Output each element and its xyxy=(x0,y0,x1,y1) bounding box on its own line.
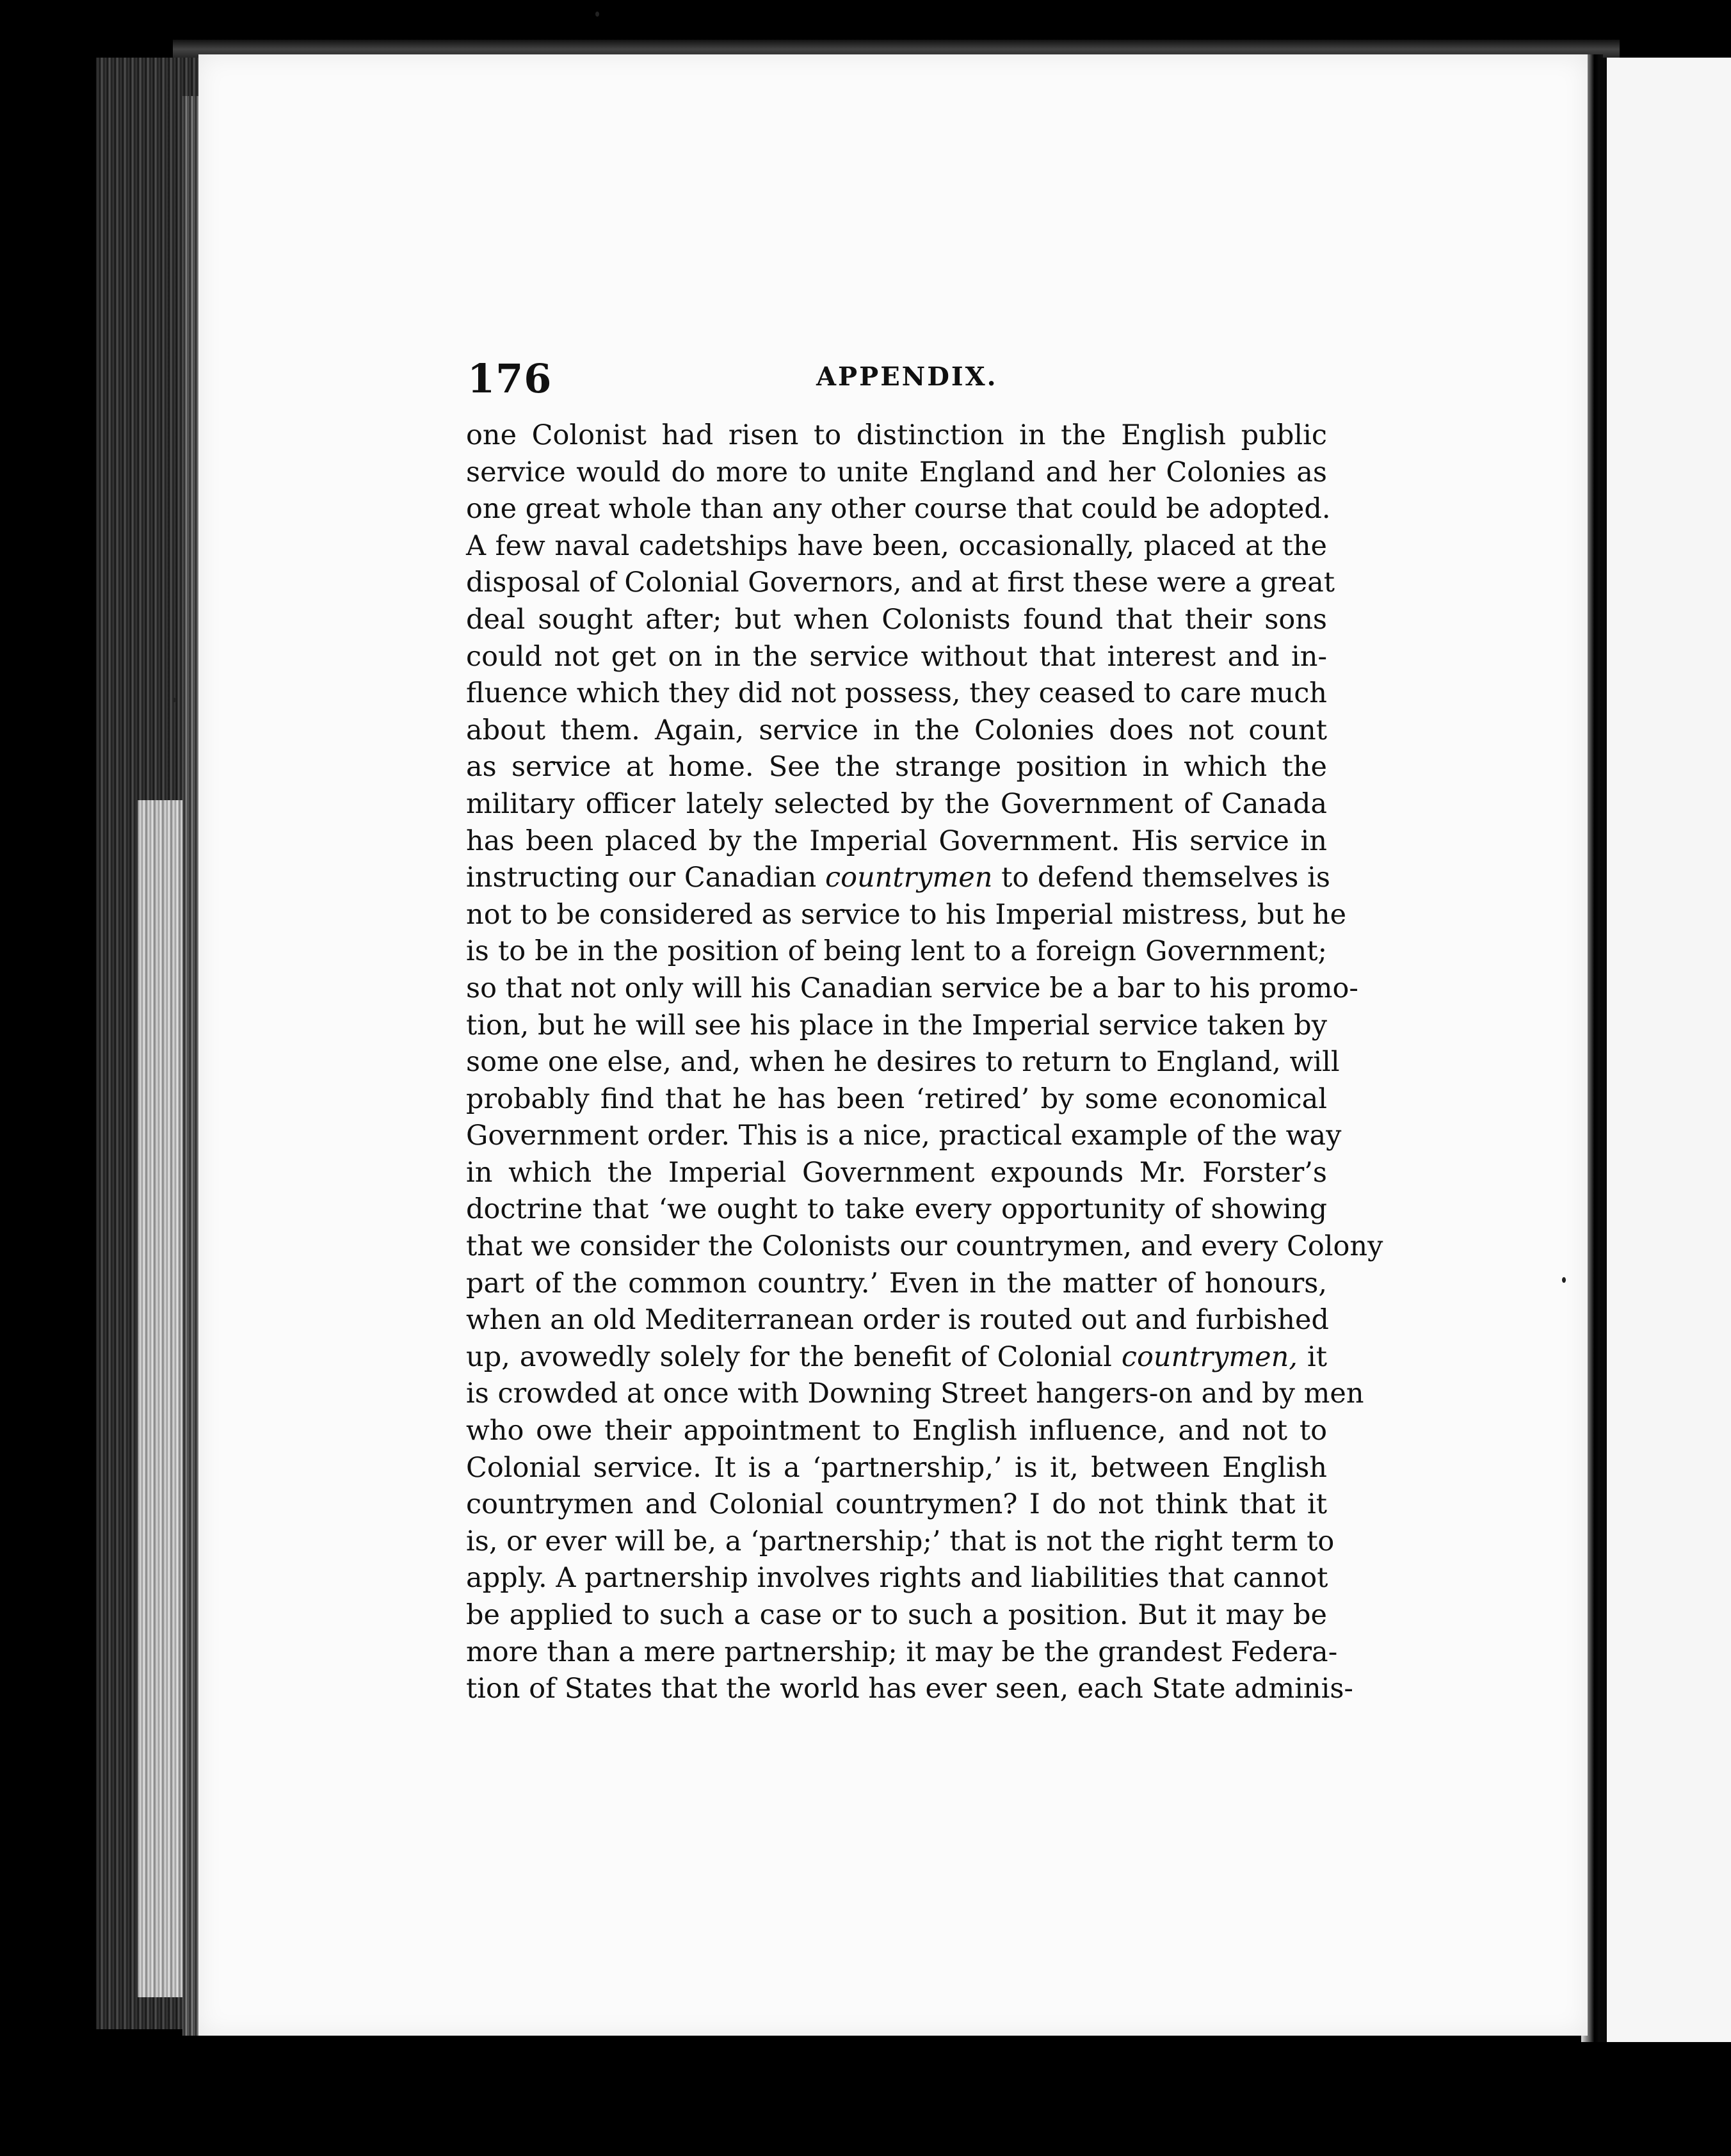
text-line: when an old Mediterranean order is routed out and furbished xyxy=(466,1304,1329,1337)
text-line: more than a mere partnership; it may be the grandest Federa- xyxy=(466,1636,1338,1668)
scan-speck xyxy=(1562,1277,1566,1283)
body-text xyxy=(466,417,1383,1708)
text-line: Colonial service. It is a ‘partnership,’ is it, between English xyxy=(466,1451,1327,1484)
page-header xyxy=(467,349,1332,406)
text-line: who owe their appointment to English influence, and not to xyxy=(466,1415,1327,1447)
text-line: is to be in the position of being lent to a foreign Government; xyxy=(466,935,1327,968)
scan-speck xyxy=(595,12,599,17)
text-line: A few naval cadetships have been, occasionally, placed at the xyxy=(466,529,1327,562)
text-line: Government order. This is a nice, practical example of the way xyxy=(466,1120,1342,1152)
text-line: that we consider the Colonists our countrymen, and every Colony xyxy=(466,1230,1383,1263)
text-line: one Colonist had risen to distinction in the English public xyxy=(466,419,1327,451)
text-line: doctrine that ‘we ought to take every opportunity of showing xyxy=(466,1193,1327,1226)
text-line: is crowded at once with Downing Street hangers-on and by men xyxy=(466,1378,1364,1410)
text-line: instructing our Canadian countrymen to defend themselves is xyxy=(466,862,1330,894)
text-line: about them. Again, service in the Colonies does not count xyxy=(466,714,1327,746)
text-line: military officer lately selected by the Government of Canada xyxy=(466,787,1327,820)
text-line: up, avowedly solely for the benefit of Colonial countrymen, it xyxy=(466,1340,1328,1373)
page-number: 176 xyxy=(467,355,552,402)
adjacent-page xyxy=(1600,58,1731,2042)
left-page-stack-highlight xyxy=(138,800,182,1997)
text-line: one great whole than any other course that could be adopted. xyxy=(466,493,1331,526)
text-line: could not get on in the service without that interest and in- xyxy=(466,640,1327,673)
text-line: has been placed by the Imperial Government. His service in xyxy=(466,825,1327,857)
running-head: APPENDIX. xyxy=(816,362,998,392)
text-line: apply. A partnership involves rights and liabilities that cannot xyxy=(466,1562,1328,1595)
text-line: part of the common country.’ Even in the matter of honours, xyxy=(466,1267,1327,1299)
text-line: tion of States that the world has ever seen, each State adminis- xyxy=(466,1673,1353,1705)
text-line: disposal of Colonial Governors, and at first these were a great xyxy=(466,567,1335,599)
text-line: as service at home. See the strange position in which the xyxy=(466,751,1327,784)
text-line: deal sought after; but when Colonists found that their sons xyxy=(466,603,1327,636)
text-line: is, or ever will be, a ‘partnership;’ that is not the right term to xyxy=(466,1525,1335,1557)
text-line: not to be considered as service to his Imperial mistress, but he xyxy=(466,898,1347,931)
text-line: probably find that he has been ‘retired’ by some economical xyxy=(466,1082,1327,1115)
text-line: fluence which they did not possess, they ceased to care much xyxy=(466,677,1327,710)
text-line: some one else, and, when he desires to return to England, will xyxy=(466,1046,1340,1079)
text-line: countrymen and Colonial countrymen? I do not think that it xyxy=(466,1488,1327,1521)
text-line: so that not only will his Canadian service be a bar to his promo- xyxy=(466,972,1358,1004)
text-line: service would do more to unite England and her Colonies as xyxy=(466,456,1327,488)
text-line: in which the Imperial Government expounds Mr. Forster’s xyxy=(466,1156,1327,1189)
text-line: be applied to such a case or to such a position. But it may be xyxy=(466,1599,1327,1631)
left-page-stack-inner xyxy=(182,96,198,2036)
text-line: tion, but he will see his place in the Imperial service taken by xyxy=(466,1009,1327,1042)
scan-speck xyxy=(173,698,176,702)
